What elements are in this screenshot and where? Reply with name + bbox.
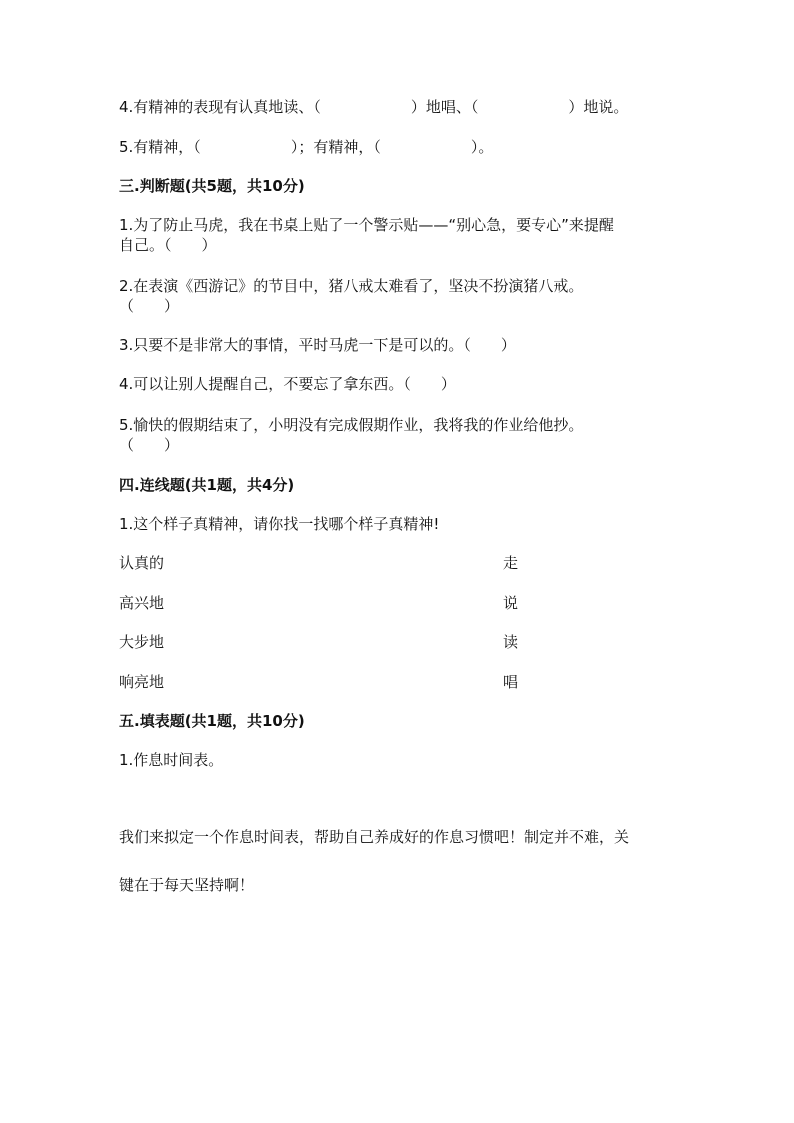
match-q1: 1.这个样子真精神，请你找一找哪个样子真精神!	[119, 515, 440, 533]
match-right-item: 说	[503, 594, 519, 612]
judge-q4: 4.可以让别人提醒自己，不要忘了拿东西。（ ）	[119, 375, 456, 393]
table-task-q1: 1.作息时间表。	[119, 751, 224, 769]
judge-q2-line1: 2.在表演《西游记》的节目中，猪八戒太难看了，坚决不扮演猪八戒。	[119, 277, 584, 295]
match-right-item: 唱	[503, 673, 519, 691]
judge-q5-line2: （ ）	[119, 436, 180, 454]
judge-q5-line1: 5.愉快的假期结束了，小明没有完成假期作业，我将我的作业给他抄。	[119, 416, 584, 434]
judge-q2-line2: （ ）	[119, 297, 180, 315]
match-heading: 四.连线题(共1题，共4分)	[119, 476, 295, 494]
judge-q1-line2: 自己。（ ）	[119, 236, 217, 254]
match-left-item: 高兴地	[119, 594, 165, 612]
judge-q1-line1: 1.为了防止马虎，我在书桌上贴了一个警示贴——“别心急，要专心”来提醒	[119, 216, 614, 234]
match-right-item: 读	[503, 633, 519, 651]
match-left-item: 认真的	[119, 554, 165, 572]
fill-blank-q5: 5.有精神，（ ）；有精神，（ ）。	[119, 138, 494, 156]
judge-heading: 三.判断题(共5题，共10分)	[119, 177, 305, 195]
table-task-paragraph-line2: 键在于每天坚持啊！	[119, 876, 255, 894]
judge-q3: 3.只要不是非常大的事情，平时马虎一下是可以的。（ ）	[119, 336, 516, 354]
fill-blank-q4: 4.有精神的表现有认真地读、（ ）地唱、（ ）地说。	[119, 98, 629, 116]
match-right-item: 走	[503, 554, 519, 572]
table-task-heading: 五.填表题(共1题，共10分)	[119, 712, 305, 730]
match-left-item: 大步地	[119, 633, 165, 651]
match-left-item: 响亮地	[119, 673, 165, 691]
table-task-paragraph-line1: 我们来拟定一个作息时间表，帮助自己养成好的作息习惯吧！制定并不难，关	[119, 828, 630, 846]
